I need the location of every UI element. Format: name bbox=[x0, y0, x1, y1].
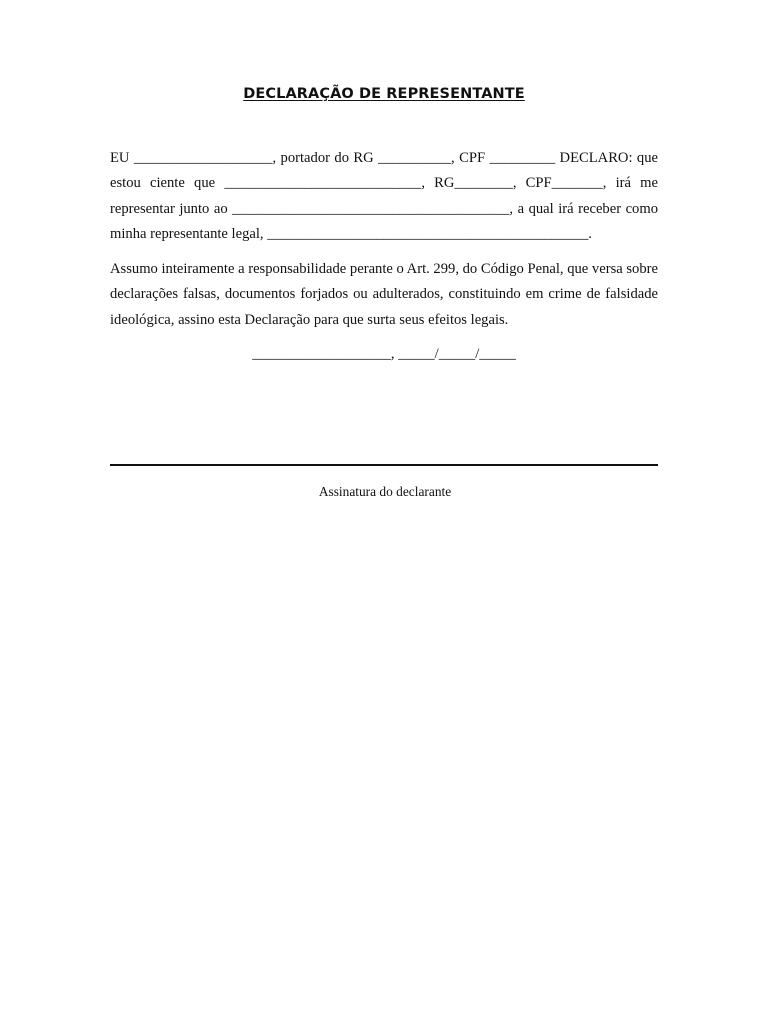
signature-line bbox=[110, 464, 658, 466]
declaration-paragraph: EU ___________________, portador do RG __________, CPF _________ DECLARO: que estou ciente que ___________________________, RG________, CPF_______, irá me representar junto ao ______________________________________, a qual irá receber como minha representante legal, ____________________________________________. bbox=[110, 150, 658, 242]
responsibility-paragraph: Assumo inteiramente a responsabilidade perante o Art. 299, do Código Penal, que versa sobre declarações falsas, documentos forjados ou adulterados, constituindo em crime de falsidade ideológica, assino esta Declaração para que surta seus efeitos legais. bbox=[110, 261, 658, 328]
signature-label: Assinatura do declarante bbox=[318, 484, 452, 499]
document-title: DECLARAÇÃO DE REPRESENTANTE bbox=[243, 86, 525, 102]
place-date-line: ___________________, _____/_____/_____ bbox=[252, 346, 516, 362]
